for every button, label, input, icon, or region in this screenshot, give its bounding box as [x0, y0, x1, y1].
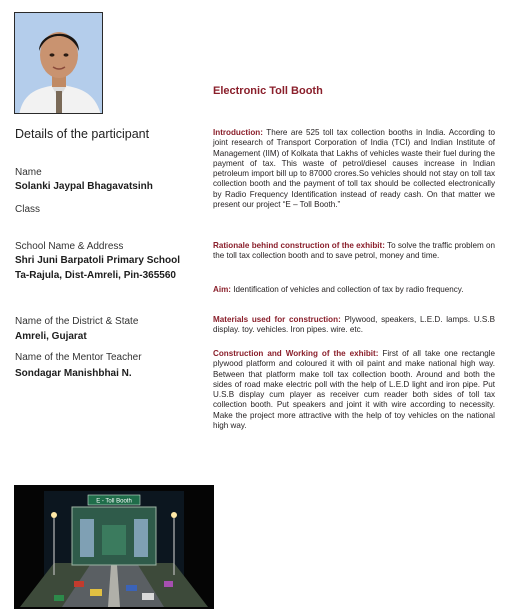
name-label: Name — [15, 167, 42, 178]
district-value: Amreli, Gujarat — [15, 331, 87, 342]
toll-booth-model-image — [14, 485, 214, 609]
mentor-label: Name of the Mentor Teacher — [15, 352, 142, 363]
school-label: School Name & Address — [15, 241, 124, 252]
introduction-label: Introduction: — [213, 128, 263, 137]
name-value: Solanki Jaypal Bhagavatsinh — [15, 181, 153, 192]
materials-paragraph — [213, 315, 495, 336]
school-value-line-1: Shri Juni Barpatoli Primary School — [15, 255, 181, 266]
rationale-label: Rationale behind construction of the exhibit: — [213, 241, 385, 250]
school-value-line-2: Ta-Rajula, Dist-Amreli, Pin-365560 — [15, 270, 176, 281]
project-title: Electronic Toll Booth — [213, 85, 323, 97]
participant-photo — [14, 12, 103, 114]
materials-text: Plywood, speakers, L.E.D. lamps. U.S.B display. toy. vehicles. Iron pipes. wire. etc. — [213, 315, 495, 335]
participant-portrait-image — [15, 13, 103, 114]
aim-paragraph — [213, 285, 495, 295]
booth-sign-text: E - Toll Booth — [96, 498, 132, 505]
materials-label: Materials used for construction: — [213, 315, 341, 324]
details-heading: Details of the participant — [15, 127, 150, 141]
introduction-text: There are 525 toll tax collection booths in India. According to joint research of Transport Corporation of India (TCI) and Indian Institute of Management (IIM) of Kolkata that Lakhs of vehicles waste their fuel during the payment of tax. This waste of petrol/diesel causes increase in Indian petroleum import bill up to 87000 crores.So vehicles should not stay on toll tax collection booth and the payment of toll tax should be collected electronically by Radio Frequency Identification instead of ready cash. On that matter we present our project “E – Toll Booth.” — [213, 128, 495, 210]
class-label: Class — [15, 204, 41, 215]
district-label: Name of the District & State — [15, 316, 139, 327]
construction-text: First of all take one rectangle plywood platform and coloured it with oil paint and make national high way. Between that platform make toll tax collection booth. Around and both the sides of road make electric poll with the help of L.E.D light and iron pipe. Put U.S.B display cum player as receiver cum reader both sides of toll tax collection booth. Put speakers and joint it with wire according to necessity. Make the project more attractive with the help of toy vehicles on the national high way. — [213, 349, 495, 431]
introduction-paragraph — [213, 128, 495, 210]
construction-label: Construction and Working of the exhibit: — [213, 349, 379, 358]
mentor-value: Sondagar Manishbhai N. — [15, 368, 132, 379]
rationale-paragraph — [213, 241, 495, 262]
rationale-text: To solve the traffic problem on the toll tax collection booth and to save petrol, money and time. — [213, 241, 495, 261]
aim-text: Identification of vehicles and collection of tax by radio frequency. — [233, 285, 464, 294]
aim-label: Aim: — [213, 285, 231, 294]
exhibit-photo — [14, 485, 214, 609]
construction-paragraph — [213, 349, 495, 431]
